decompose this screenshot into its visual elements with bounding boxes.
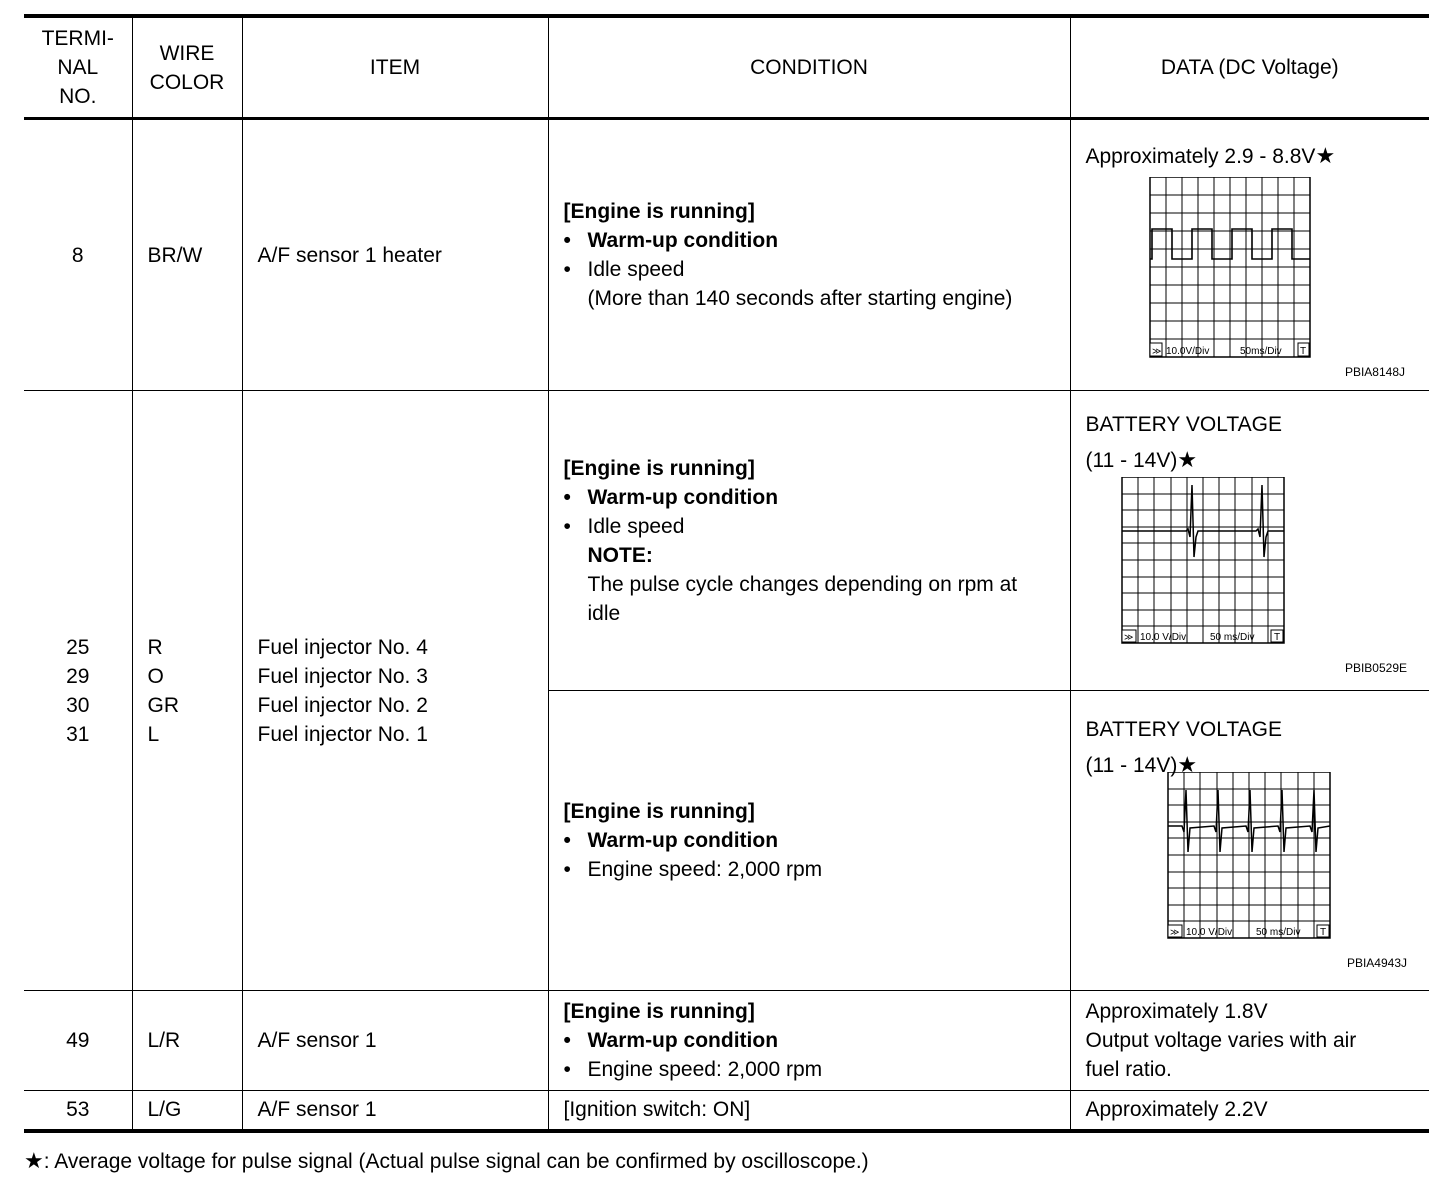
data-value — [1086, 141, 1422, 171]
bullet-text: Warm-up condition — [587, 1029, 779, 1052]
bullet-text: Idle speed — [587, 258, 685, 281]
header-wire-line: COLOR — [149, 70, 225, 94]
data-cell — [1070, 991, 1429, 1091]
bullet-dot: • — [563, 229, 571, 252]
scope-trigger-label: T — [1299, 346, 1306, 357]
scope-time-label: 50ms/Div — [1239, 346, 1282, 357]
bullet-dot: • — [563, 858, 571, 881]
figure-id: PBIA4943J — [1346, 956, 1407, 970]
bullet-text: Warm-up condition — [587, 485, 779, 509]
scope-arrow-icon: ≫ — [1151, 346, 1161, 356]
header-item: ITEM — [242, 16, 548, 119]
star-icon: ★ — [1315, 143, 1336, 168]
item-cell: A/F sensor 1 — [242, 991, 548, 1091]
condition-title: [Engine is running] — [563, 200, 755, 223]
scope-grid — [1150, 177, 1310, 357]
terminal-number: 30 — [66, 693, 90, 717]
condition-bullet — [564, 1055, 1064, 1084]
condition-bullet — [564, 1026, 1064, 1055]
bullet-dot: • — [563, 485, 571, 509]
item-cell — [242, 391, 548, 991]
condition-cell: [Ignition switch: ON] — [548, 1091, 1070, 1131]
note-text: The pulse cycle changes depending on rpm at — [587, 572, 1018, 596]
terminal-number: 29 — [66, 664, 90, 688]
condition-bullet — [564, 226, 1064, 255]
figure-id: PBIA8148J — [1344, 365, 1405, 379]
condition-title: [Engine is running] — [563, 456, 755, 480]
terminal-cell — [24, 391, 132, 991]
header-wire-line: WIRE — [159, 41, 215, 65]
note-text: idle — [587, 601, 621, 625]
header-row — [24, 16, 1429, 119]
item-cell: A/F sensor 1 heater — [242, 119, 548, 391]
table-row — [24, 1091, 1429, 1131]
header-terminal — [24, 16, 132, 119]
figure-id: PBIB0529E — [1344, 661, 1407, 675]
condition-bullet — [564, 255, 1064, 284]
wire-color: R — [147, 635, 163, 659]
condition-bullet — [564, 483, 1064, 512]
bullet-text: Warm-up condition — [587, 829, 779, 852]
bullet-dot: • — [563, 829, 571, 852]
data-value: BATTERY VOLTAGE — [1085, 413, 1282, 436]
spec-table-container — [24, 14, 1429, 1133]
bullet-text: Warm-up condition — [587, 229, 779, 252]
wire-color: L — [147, 722, 160, 746]
terminal-reference-table — [24, 14, 1429, 1133]
data-value: Approximately 1.8V — [1085, 1000, 1268, 1023]
condition-cell — [548, 691, 1070, 991]
condition-bullet — [564, 512, 1064, 541]
header-wire-color — [132, 16, 242, 119]
wire-color-cell: L/R — [132, 991, 242, 1091]
data-text: (11 - 14V) — [1085, 754, 1178, 777]
terminal-cell: 8 — [24, 119, 132, 391]
item-cell: A/F sensor 1 — [242, 1091, 548, 1131]
note-label: NOTE: — [587, 543, 653, 567]
condition-cell — [548, 991, 1070, 1091]
condition-title: [Engine is running] — [563, 800, 755, 823]
table-row — [24, 991, 1429, 1091]
footnote-text: : Average voltage for pulse signal (Actual pulse signal can be confirmed by oscilloscope.) — [43, 1150, 869, 1173]
table-row — [24, 119, 1429, 391]
data-cell — [1070, 391, 1429, 691]
terminal-number: 25 — [66, 635, 90, 659]
scope-volt-label: 10.0 V/Div — [1185, 927, 1232, 938]
table-row — [24, 391, 1429, 691]
data-text: Approximately 2.9 - 8.8V — [1085, 145, 1316, 168]
wire-color-cell: BR/W — [132, 119, 242, 391]
oscilloscope-waveform-spikes — [1106, 477, 1440, 659]
header-terminal-line: NO. — [59, 85, 97, 108]
scope-arrow-icon: ≫ — [1169, 927, 1179, 937]
scope-volt-label: 10.0V/Div — [1165, 346, 1209, 357]
condition-cell — [548, 119, 1070, 391]
item-name: Fuel injector No. 4 — [257, 635, 428, 659]
wire-color: O — [147, 664, 164, 688]
star-icon: ★ — [1177, 752, 1198, 777]
data-value: Output voltage varies with air — [1085, 1029, 1357, 1052]
condition-subtext: (More than 140 seconds after starting engine) — [587, 287, 1013, 310]
scope-time-label: 50 ms/Div — [1209, 632, 1254, 643]
footnote — [24, 1148, 869, 1174]
star-icon: ★ — [1177, 447, 1198, 472]
bullet-text: Idle speed — [587, 514, 685, 538]
condition-title: [Engine is running] — [563, 1000, 755, 1023]
wire-color: GR — [147, 693, 179, 717]
scope-trigger-label: T — [1319, 927, 1326, 938]
condition-cell — [548, 391, 1070, 691]
terminal-cell: 49 — [24, 991, 132, 1091]
header-terminal-line: TERMI- — [41, 27, 114, 50]
bullet-text: Engine speed: 2,000 rpm — [587, 858, 823, 881]
scope-grid — [1122, 477, 1284, 643]
item-name: Fuel injector No. 2 — [257, 693, 428, 717]
terminal-cell: 53 — [24, 1091, 132, 1131]
header-terminal-line: NAL — [57, 56, 99, 79]
wire-color-cell: L/G — [132, 1091, 242, 1131]
data-value: BATTERY VOLTAGE — [1085, 718, 1282, 741]
oscilloscope-waveform-spikes-fast — [1152, 772, 1440, 954]
data-text: (11 - 14V) — [1085, 449, 1178, 472]
condition-bullet — [564, 855, 1064, 884]
terminal-number: 31 — [66, 722, 90, 746]
header-data: DATA (DC Voltage) — [1070, 16, 1429, 119]
condition-bullet — [564, 826, 1064, 855]
scope-arrow-icon: ≫ — [1123, 632, 1133, 642]
item-name: Fuel injector No. 1 — [257, 722, 428, 746]
data-cell — [1070, 691, 1429, 991]
data-value: fuel ratio. — [1085, 1058, 1172, 1081]
bullet-dot: • — [563, 1058, 571, 1081]
star-icon: ★ — [24, 1148, 44, 1173]
data-cell — [1070, 119, 1429, 391]
bullet-dot: • — [563, 1029, 571, 1052]
header-condition: CONDITION — [548, 16, 1070, 119]
bullet-dot: • — [563, 514, 571, 538]
bullet-dot: • — [563, 258, 571, 281]
item-name: Fuel injector No. 3 — [257, 664, 428, 688]
scope-trigger-label: T — [1273, 632, 1280, 643]
scope-volt-label: 10.0 V/Div — [1139, 632, 1186, 643]
data-value — [1086, 445, 1422, 475]
data-cell: Approximately 2.2V — [1070, 1091, 1429, 1131]
wire-color-cell — [132, 391, 242, 991]
oscilloscope-waveform-square — [1116, 177, 1440, 373]
scope-time-label: 50 ms/Div — [1255, 927, 1300, 938]
bullet-text: Engine speed: 2,000 rpm — [587, 1058, 823, 1081]
